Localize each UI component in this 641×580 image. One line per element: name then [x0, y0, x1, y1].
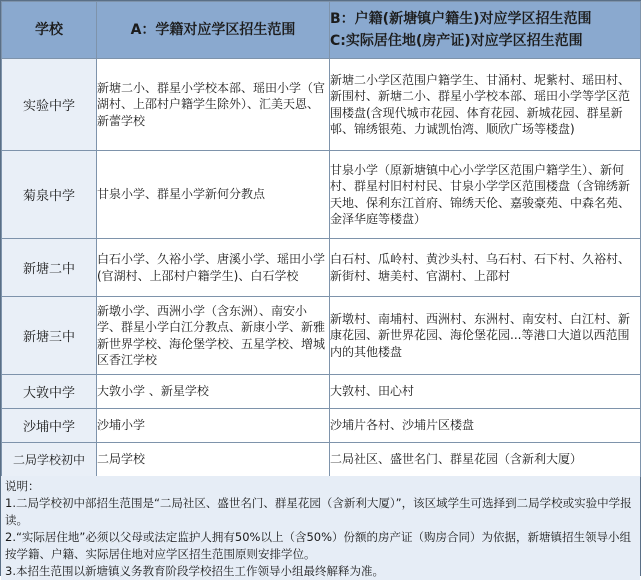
- school-name: 大敦中学: [2, 375, 97, 409]
- table-row: [2, 59, 641, 151]
- cell-bc: 白石村、瓜岭村、黄沙头村、乌石村、石下村、久裕村、新街村、塘美村、官湖村、上邵村: [330, 239, 641, 297]
- cell-a: 甘泉小学、群星小学新何分教点: [97, 151, 330, 239]
- header-bc: [330, 2, 641, 59]
- cell-a: 白石小学、久裕小学、唐溪小学、瑶田小学(官湖村、上邵村户籍学生)、白石学校: [97, 239, 330, 297]
- school-name: 沙埔中学: [2, 409, 97, 443]
- cell-a: 新墩小学、西洲小学（含东洲）、南安小学、群星小学白江分教点、新康小学、新雅新世界学校、海伦堡学校、五星学校、增城区香江学校: [97, 297, 330, 375]
- school-name: 菊泉中学: [2, 151, 97, 239]
- notes-section: [1, 476, 640, 580]
- notes-title: 说明：: [5, 479, 40, 493]
- note-item: 3.本招生范围以新塘镇义务教育阶段学校招生工作领导小组最终解释为准。: [5, 564, 384, 578]
- table-row: [2, 239, 641, 297]
- cell-bc: 大敦村、田心村: [330, 375, 641, 409]
- table-row: [2, 297, 641, 375]
- cell-bc: 甘泉小学（原新塘镇中心小学学区范围户籍学生）、新何村、群星村旧村村民、甘泉小学学区范围楼盘（含锦绣新天地、保利东江首府、锦绣天伦、嘉骏豪苑、中森名苑、金泽华庭等楼盘）: [330, 151, 641, 239]
- header-row: [2, 2, 641, 59]
- note-item: 1.二局学校初中部招生范围是“二局社区、盛世名门、群星花园（含新利大厦）”，该区域学生可选择到二局学校或实验中学报读。: [5, 496, 632, 527]
- table-row: [2, 375, 641, 409]
- school-name: 实验中学: [2, 59, 97, 151]
- header-b: B：户籍(新塘镇户籍生)对应学区招生范围: [330, 11, 592, 27]
- table-row: [2, 151, 641, 239]
- school-name: 新塘三中: [2, 297, 97, 375]
- admission-table: [1, 1, 641, 477]
- cell-bc: 沙埔片各村、沙埔片区楼盘: [330, 409, 641, 443]
- note-item: 2.“实际居住地”必须以父母或法定监护人拥有50%以上（含50%）份额的房产证（购房合同）为依据，新塘镇招生领导小组按学籍、户籍、实际居住地对应学区招生范围原则安排学位。: [5, 530, 632, 561]
- header-c: C:实际居住地(房产证)对应学区招生范围: [330, 33, 583, 49]
- cell-bc: 二局社区、盛世名门、群星花园（含新利大厦）: [330, 443, 641, 477]
- header-school: 学校: [2, 2, 97, 59]
- cell-a: 二局学校: [97, 443, 330, 477]
- table-row: [2, 409, 641, 443]
- cell-a: 大敦小学 、新星学校: [97, 375, 330, 409]
- school-name: 二局学校初中: [2, 443, 97, 477]
- table-row: [2, 443, 641, 477]
- cell-a: 沙埔小学: [97, 409, 330, 443]
- cell-bc: 新塘二小学区范围户籍学生、甘涌村、坭紫村、瑶田村、新围村、新塘二小、群星小学校本部、瑶田小学等学区范围楼盘(含现代城市花园、体育花园、新城花园、群星新邨、锦绣银苑、力诚凯怡湾、顺欣广场等楼盘): [330, 59, 641, 151]
- header-a: A：学籍对应学区招生范围: [97, 2, 330, 59]
- school-name: 新塘二中: [2, 239, 97, 297]
- cell-bc: 新墩村、南埔村、西洲村、东洲村、南安村、白江村、新康花园、新世界花园、海伦堡花园...等港口大道以西范围内的其他楼盘: [330, 297, 641, 375]
- cell-a: 新塘二小、群星小学校本部、瑶田小学（官湖村、上邵村户籍学生除外）、汇美天恩、新蕾学校: [97, 59, 330, 151]
